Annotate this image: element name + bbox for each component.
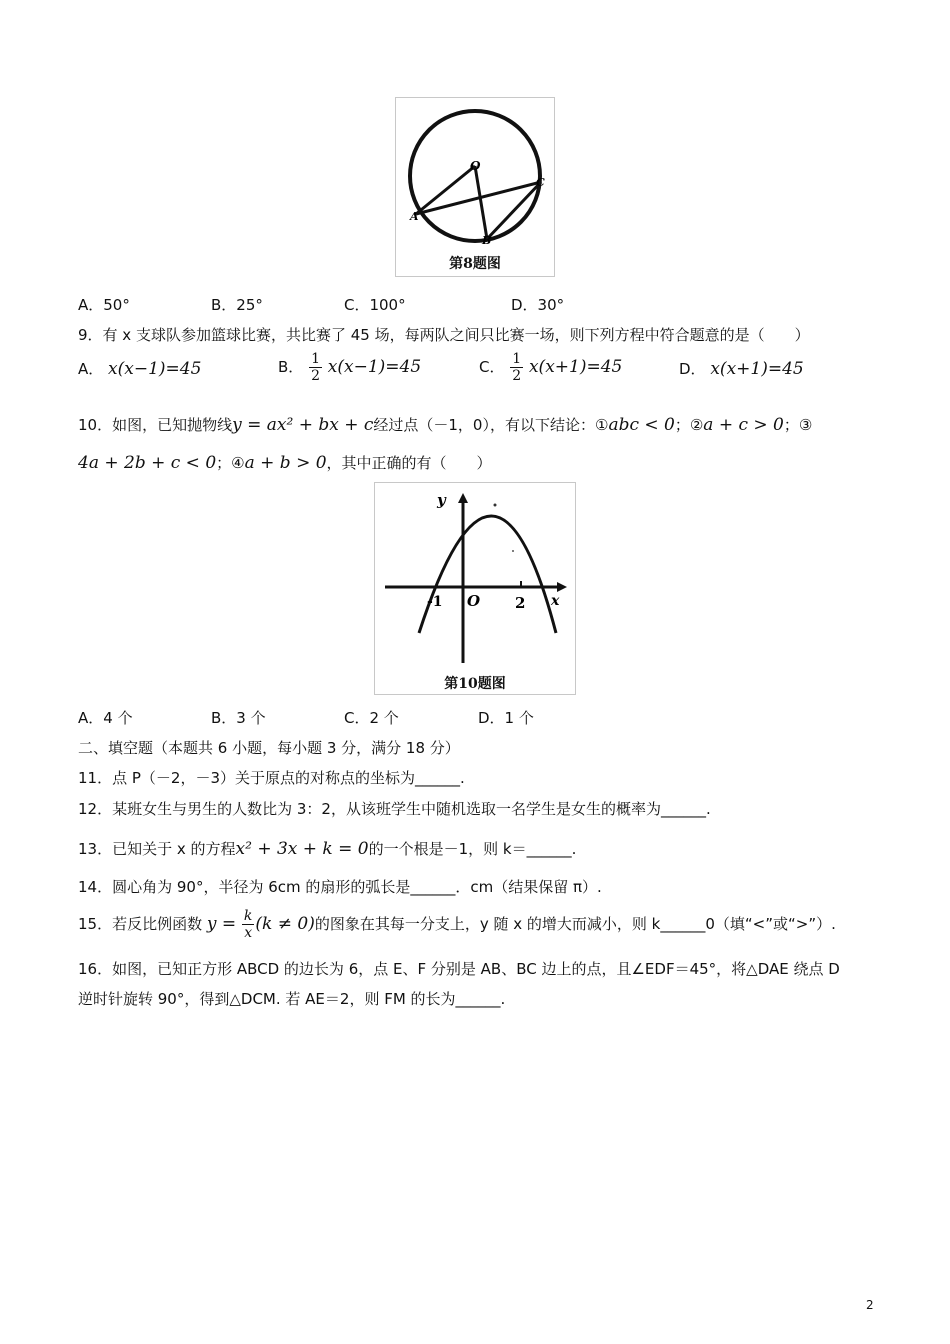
q14: 14．圆心角为 90°，半径为 6cm 的扇形的弧长是______．cm（结果保留 π）. <box>78 878 602 896</box>
q10-conclusion-2: a + c > 0 <box>703 415 784 435</box>
q16-line1: 16．如图，已知正方形 ABCD 的边长为 6，点 E、F 分别是 AB、BC 边上的点，且∠EDF＝45°，将△DAE 绕点 D <box>78 960 840 978</box>
q9-option-a <box>78 358 201 379</box>
q13-text-1: 13．已知关于 x 的方程 <box>78 840 236 858</box>
vertex-mark <box>494 504 497 507</box>
page-number: 2 <box>866 1298 874 1312</box>
x-axis-label: x <box>551 593 560 609</box>
q15-fraction <box>242 909 254 940</box>
q9-option-c-label: C． <box>479 358 505 376</box>
q10-sep-3: ；④ <box>216 454 245 472</box>
q13-text-2: 的一个根是－1，则 k＝______. <box>368 840 577 858</box>
q15-denominator: x <box>244 925 253 941</box>
q10-conclusion-4: a + b > 0 <box>244 453 327 473</box>
q9-option-b-expr: x(x−1)=45 <box>327 357 422 377</box>
point-label-a: A <box>410 210 419 223</box>
tick-label-neg1: -1 <box>427 594 443 610</box>
point-label-o: O <box>470 159 481 173</box>
q9-option-c-expr: x(x+1)=45 <box>528 357 623 377</box>
q15 <box>78 909 836 940</box>
q9-option-b-numerator: 1 <box>311 351 320 367</box>
q9-stem: 9．有 x 支球队参加篮球比赛，共比赛了 45 场，每两队之间只比赛一场，则下列方程中符合题意的是（ ） <box>78 326 810 344</box>
q10-sep-1: ；② <box>674 416 704 434</box>
q9-option-a-label: A． <box>78 360 104 378</box>
q10-option-b: B．3 个 <box>211 709 266 727</box>
q9-option-d-expr: x(x+1)=45 <box>710 359 804 379</box>
q11: 11．点 P（－2，－3）关于原点的对称点的坐标为______. <box>78 769 465 787</box>
q9-option-c-fraction <box>510 352 523 383</box>
q10-stem-line2 <box>78 452 492 473</box>
figure-8-diagram <box>396 98 554 276</box>
q13 <box>78 838 576 859</box>
q10-conclusion-1: abc < 0 <box>608 415 675 435</box>
q15-lhs: y = <box>206 914 237 934</box>
q10-stem-line1 <box>78 414 812 435</box>
q10-conclusion-3: 4a + 2b + c < 0 <box>78 453 217 473</box>
q9-option-c <box>479 352 622 383</box>
q9-option-b-denominator: 2 <box>311 368 320 384</box>
q9-option-c-denominator: 2 <box>512 368 522 384</box>
q8-option-b: B．25° <box>211 296 263 314</box>
q10-text-2: 经过点（－1，0），有以下结论：① <box>373 416 609 434</box>
figure-8-caption: 第8题图 <box>449 256 501 272</box>
figure-10-graph <box>375 483 575 694</box>
figure-10-caption: 第10题图 <box>444 676 506 692</box>
q10-sep-2: ；③ <box>783 416 813 434</box>
q15-condition: (k ≠ 0) <box>255 914 315 934</box>
figure-8 <box>395 97 555 277</box>
q10-text-tail: ，其中正确的有（ ） <box>326 454 492 472</box>
q8-option-a: A．50° <box>78 296 130 314</box>
q9-option-a-expr: x(x−1)=45 <box>108 359 202 379</box>
circle-o <box>410 111 540 241</box>
tick-label-2: 2 <box>515 594 526 612</box>
q10-option-a: A．4 个 <box>78 709 133 727</box>
x-axis-arrow <box>557 582 567 592</box>
origin-label: O <box>467 592 481 610</box>
q8-option-c: C．100° <box>344 296 406 314</box>
q15-text-1: 15．若反比例函数 <box>78 915 203 933</box>
point-label-c: C <box>536 176 545 189</box>
segment-ob <box>475 166 487 239</box>
q12: 12．某班女生与男生的人数比为 3：2，从该班学生中随机选取一名学生是女生的概率为______. <box>78 800 711 818</box>
q10-option-d: D．1 个 <box>478 709 534 727</box>
section-2-heading: 二、填空题（本题共 6 小题，每小题 3 分，满分 18 分） <box>78 739 460 757</box>
parabola-curve <box>419 516 556 633</box>
q10-text-1: 10．如图，已知抛物线 <box>78 416 233 434</box>
y-axis-label: y <box>437 491 446 509</box>
q10-option-c: C．2 个 <box>344 709 399 727</box>
q9-option-b-fraction <box>309 352 322 383</box>
q15-text-2: 的图象在其每一分支上，y 随 x 的增大而减小，则 k______0（填“<”或“>”）. <box>314 915 836 933</box>
figure-10 <box>374 482 576 695</box>
q8-option-d: D．30° <box>511 296 565 314</box>
point-label-b: B <box>482 234 492 247</box>
q15-numerator: k <box>243 908 253 924</box>
q9-option-c-numerator: 1 <box>512 351 522 367</box>
q10-parabola-eq: y = ax² + bx + c <box>232 415 374 435</box>
q16-line2: 逆时针旋转 90°，得到△DCM. 若 AE＝2，则 FM 的长为______. <box>78 990 506 1008</box>
q9-option-d <box>679 358 804 379</box>
q9-option-d-label: D． <box>679 360 706 378</box>
q13-equation: x² + 3x + k = 0 <box>235 839 369 859</box>
q9-option-b <box>278 352 421 383</box>
q9-option-b-label: B． <box>278 358 304 376</box>
guide-dot <box>512 550 514 552</box>
y-axis-arrow <box>458 493 468 503</box>
